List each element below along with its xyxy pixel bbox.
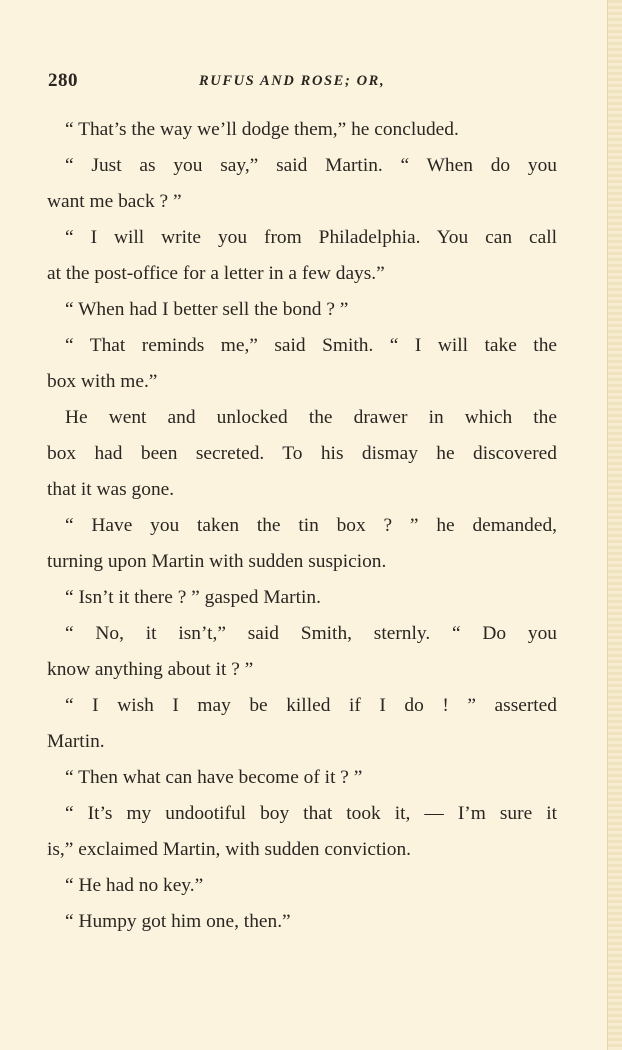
paragraph-line: “ When had I better sell the bond ? ” — [65, 299, 349, 320]
page-body — [47, 112, 557, 940]
running-title: RUFUS AND ROSE; OR, — [199, 73, 386, 89]
paragraph-line: “ Then what can have become of it ? ” — [65, 767, 363, 788]
paragraph-line: Martin. — [47, 731, 105, 752]
paragraph-line: “ Have you taken the tin box ? ” he demanded, — [65, 515, 557, 536]
paragraph-line: “ Just as you say,” said Martin. “ When do you — [65, 155, 557, 176]
paragraph — [47, 868, 557, 904]
paragraph — [47, 220, 557, 292]
paragraph — [47, 796, 557, 868]
paragraph-line: is,” exclaimed Martin, with sudden conviction. — [47, 839, 412, 860]
paragraph — [47, 508, 557, 580]
paragraph — [47, 292, 557, 328]
paragraph — [47, 148, 557, 220]
paragraph-line: know anything about it ? ” — [47, 659, 254, 680]
paragraph — [47, 580, 557, 616]
paragraph-line: “ No, it isn’t,” said Smith, sternly. “ Do you — [65, 623, 557, 644]
paragraph-line: that it was gone. — [47, 479, 175, 500]
paragraph — [47, 616, 557, 688]
page-gutter — [607, 0, 622, 1050]
paragraph — [47, 400, 557, 508]
paragraph — [47, 112, 557, 148]
paragraph-line: box had been secreted. To his dismay he discovered — [47, 443, 557, 464]
running-head — [47, 70, 557, 94]
paragraph-line: box with me.” — [47, 371, 158, 392]
paragraph-line: He went and unlocked the drawer in which the — [65, 407, 557, 428]
paragraph — [47, 328, 557, 400]
page-number: 280 — [48, 70, 78, 91]
paragraph — [47, 904, 557, 940]
paragraph-line: “ Isn’t it there ? ” gasped Martin. — [65, 587, 321, 608]
book-page — [47, 0, 557, 1050]
paragraph — [47, 760, 557, 796]
paragraph — [47, 688, 557, 760]
paragraph-line: turning upon Martin with sudden suspicion. — [47, 551, 387, 572]
paragraph-line: “ I wish I may be killed if I do ! ” asserted — [65, 695, 557, 716]
paragraph-line: “ Humpy got him one, then.” — [65, 911, 291, 932]
paragraph-line: “ That’s the way we’ll dodge them,” he concluded. — [65, 119, 459, 140]
paragraph-line: “ I will write you from Philadelphia. You can call — [65, 227, 557, 248]
paragraph-line: at the post-office for a letter in a few days.” — [47, 263, 385, 284]
paragraph-line: “ That reminds me,” said Smith. “ I will take the — [65, 335, 557, 356]
paragraph-line: “ It’s my undootiful boy that took it, — I’m sure it — [65, 803, 557, 824]
paragraph-line: “ He had no key.” — [65, 875, 204, 896]
paragraph-line: want me back ? ” — [47, 191, 182, 212]
